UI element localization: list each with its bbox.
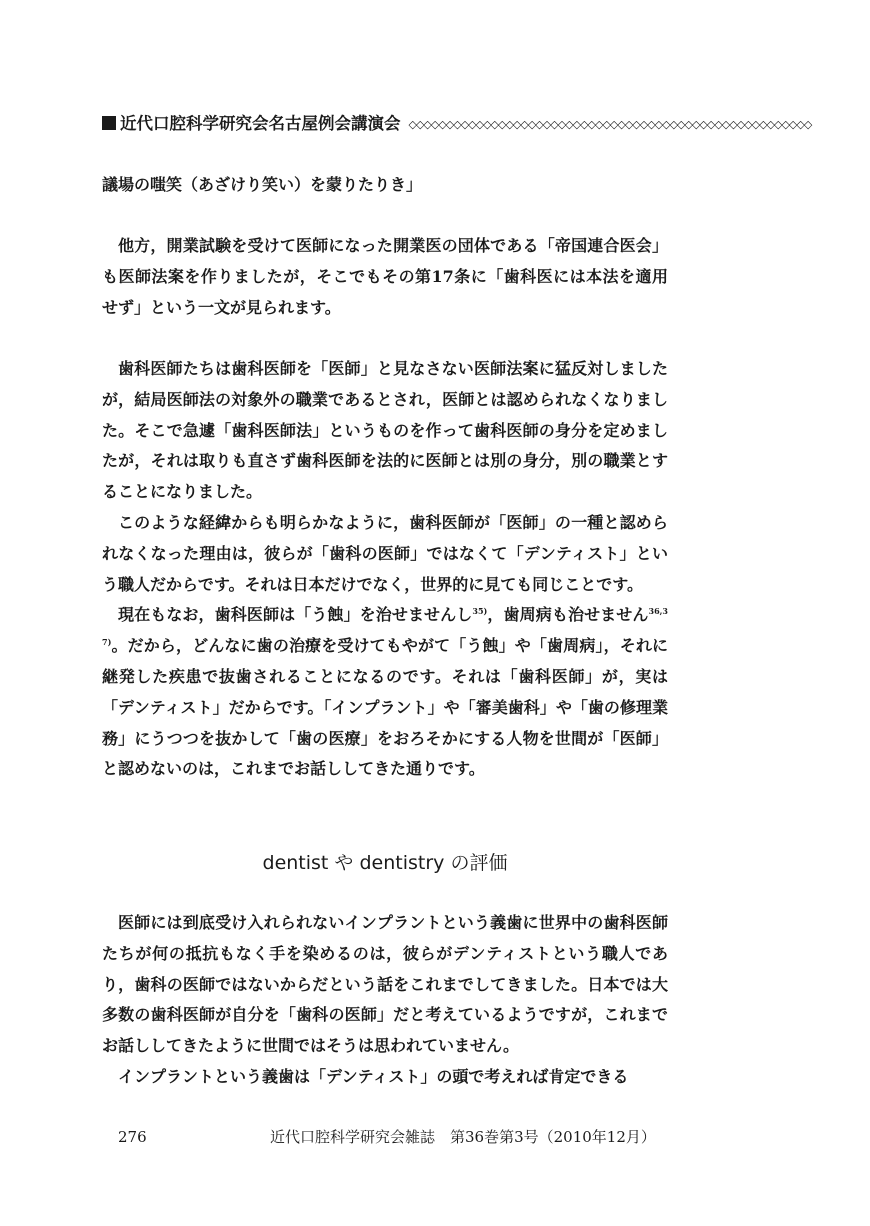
page-number: 276 <box>118 1128 147 1146</box>
paragraph: インプラントという義歯は「デンティスト」の頭で考えれば肯定できる <box>118 1066 629 1086</box>
paragraph: このような経緯からも明らかなように，歯科医師が「医師」の一種と認められなくなった理由は，彼らが「歯科の医師」ではなくて「デンティスト」という職人だからです。それは日本だけでなく，世界的に見ても同じことです。 <box>102 512 668 594</box>
paragraph: 歯科医師たちは歯科医師を「医師」と見なさない医師法案に猛反対しましたが，結局医師法の対象外の職業であるとされ，医師とは認められなくなりました。そこで急遽「歯科医師法」というものを作って歯科医師の身分を定めましたが，それは取りも直さず歯科医師を法的に医師とは別の身分，別の職業とすることになりました。 <box>102 359 668 502</box>
paragraph <box>102 600 668 785</box>
body-text-block-2 <box>102 354 668 785</box>
body-text-block-1 <box>102 231 668 323</box>
citation-ref: 36,37) <box>102 606 668 648</box>
paragraph: 議場の嗤笑（あざけり笑い）を蒙りたりき」 <box>102 175 423 194</box>
running-header <box>102 112 842 136</box>
paragraph-part: 。だから，どんなに歯の治療を受けてもやがて「う蝕」や「歯周病」，それに継発した疾患で抜歯されることになるのです。それは「歯科医師」が，実は「デンティスト」だからです。「インプラント」や「審美歯科」や「歯の修理業務」にうつつを抜かして「歯の医療」をおろそかにする人物を世間が「医師」と認めないのは，これまでお話ししてきた通りです。 <box>102 636 668 779</box>
paragraph: 医師には到底受け入れられないインプラントという義歯に世界中の歯科医師たちが何の抵抗もなく手を染めるのは，彼らがデンティストという職人であり，歯科の医師ではないからだという話をこれまでしてきました。日本では大多数の歯科医師が自分を「歯科の医師」だと考えているようですが，これまでお話ししてきたように世間ではそうは思われていません。 <box>102 913 668 1056</box>
journal-citation: 近代口腔科学研究会雑誌 第36巻第3号（2010年12月） <box>270 1128 656 1146</box>
citation-ref: 35) <box>472 606 488 617</box>
heading-part: や <box>328 852 360 874</box>
square-bullet-icon <box>102 116 116 130</box>
paragraph: 他方，開業試験を受けて医師になった開業医の団体である「帝国連合医会」も医師法案を作りましたが，そこでもその第17条に「歯科医には本法を適用せず」という一文が見られます。 <box>102 236 668 317</box>
heading-part: dentistry <box>359 852 445 874</box>
heading-part: dentist <box>262 852 329 874</box>
section-heading <box>102 848 668 878</box>
header-title: 近代口腔科学研究会名古屋例会講演会 <box>120 114 401 133</box>
diamond-decoration: ◇◇◇◇◇◇◇◇◇◇◇◇◇◇◇◇◇◇◇◇◇◇◇◇◇◇◇◇◇◇◇◇◇◇◇◇◇◇◇◇◇◇◇◇◇◇◇◇◇◇◇◇◇◇ <box>408 118 812 131</box>
body-text-block-3 <box>102 908 668 1093</box>
body-text-upper <box>102 170 668 201</box>
heading-part: の評価 <box>444 852 508 874</box>
paragraph-part: 現在もなお，歯科医師は「う蝕」を治せませんし <box>118 605 473 625</box>
paragraph-part: ，歯周病も治せません <box>487 605 649 625</box>
